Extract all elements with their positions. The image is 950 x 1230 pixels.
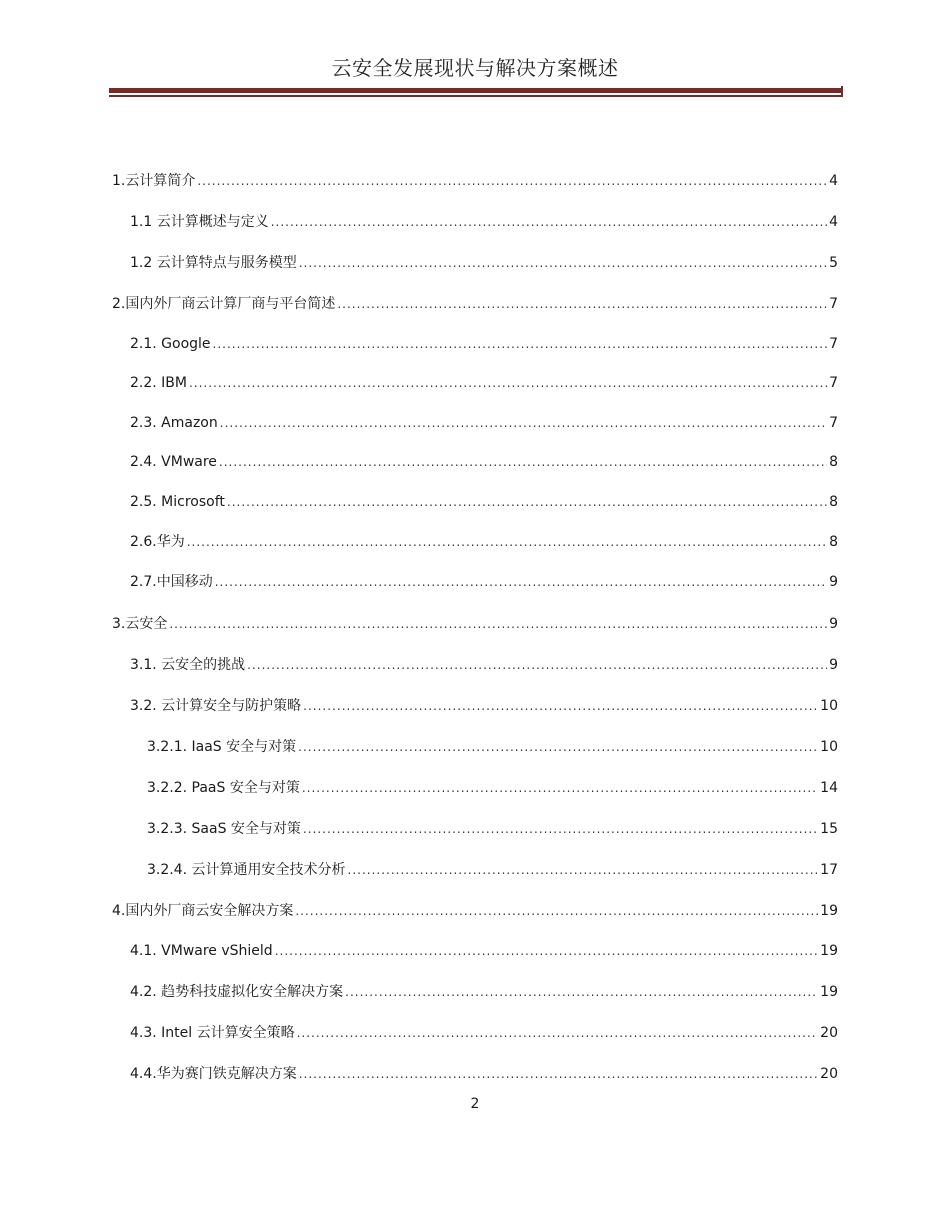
toc-dot-leader (345, 981, 818, 1003)
toc-entry-page: 8 (829, 534, 838, 550)
toc-dot-leader (302, 777, 818, 799)
toc-entry[interactable] (112, 900, 838, 922)
toc-entry[interactable] (130, 372, 838, 394)
toc-dot-leader (187, 531, 827, 553)
toc-entry-page: 8 (829, 454, 838, 470)
toc-entry-page: 10 (820, 739, 838, 755)
toc-entry-page: 7 (829, 296, 838, 312)
toc-entry-label: 4.2. 趋势科技虚拟化安全解决方案 (130, 984, 344, 1000)
toc-entry[interactable] (147, 777, 838, 799)
toc-dot-leader (337, 293, 827, 315)
toc-entry-label: 4.1. VMware vShield (130, 943, 273, 959)
toc-entry[interactable] (147, 736, 838, 758)
toc-entry-page: 4 (829, 214, 838, 230)
toc-entry[interactable] (130, 1063, 838, 1085)
toc-entry-label: 2.国内外厂商云计算厂商与平台简述 (112, 296, 336, 312)
toc-entry-label: 2.3. Amazon (130, 415, 218, 431)
toc-entry-label: 2.4. VMware (130, 454, 217, 470)
toc-dot-leader (303, 818, 818, 840)
toc-entry[interactable] (130, 1022, 838, 1044)
toc-entry-page: 7 (829, 415, 838, 431)
toc-entry-label: 3.2. 云计算安全与防护策略 (130, 698, 302, 714)
toc-entry[interactable] (130, 981, 838, 1003)
toc-entry-page: 9 (829, 574, 838, 590)
toc-entry-label: 3.2.4. 云计算通用安全技术分析 (147, 862, 346, 878)
toc-entry-page: 9 (829, 616, 838, 632)
toc-dot-leader (299, 252, 827, 274)
toc-dot-leader (219, 451, 827, 473)
toc-entry[interactable] (130, 333, 838, 355)
toc-entry-page: 19 (820, 943, 838, 959)
toc-entry[interactable] (147, 859, 838, 881)
toc-entry-label: 4.4.华为赛门铁克解决方案 (130, 1066, 297, 1082)
toc-entry-page: 8 (829, 494, 838, 510)
page-number: 2 (470, 1096, 480, 1112)
toc-dot-leader (303, 695, 818, 717)
toc-dot-leader (271, 211, 827, 233)
toc-entry-page: 5 (829, 255, 838, 271)
toc-entry[interactable] (112, 613, 838, 635)
toc-dot-leader (247, 654, 827, 676)
toc-entry-page: 7 (829, 336, 838, 352)
toc-entry-page: 14 (820, 780, 838, 796)
toc-entry-page: 9 (829, 657, 838, 673)
toc-entry[interactable] (112, 293, 838, 315)
toc-dot-leader (348, 859, 819, 881)
toc-dot-leader (169, 613, 827, 635)
header-rule-thick (109, 88, 843, 93)
toc-dot-leader (213, 333, 828, 355)
page-header-title: 云安全发展现状与解决方案概述 (331, 56, 619, 80)
toc-dot-leader (215, 571, 827, 593)
toc-dot-leader (220, 412, 827, 434)
toc-dot-leader (189, 372, 827, 394)
toc-entry-label: 2.1. Google (130, 336, 211, 352)
toc-entry[interactable] (130, 491, 838, 513)
toc-entry-label: 2.2. IBM (130, 375, 187, 391)
toc-entry[interactable] (130, 211, 838, 233)
toc-dot-leader (298, 736, 818, 758)
toc-entry-page: 19 (820, 984, 838, 1000)
toc-entry-label: 2.6.华为 (130, 534, 185, 550)
toc-entry-page: 4 (829, 173, 838, 189)
toc-entry[interactable] (130, 531, 838, 553)
toc-entry-label: 1.2 云计算特点与服务模型 (130, 255, 297, 271)
toc-entry[interactable] (130, 451, 838, 473)
toc-entry[interactable] (130, 412, 838, 434)
toc-entry-label: 3.2.2. PaaS 安全与对策 (147, 780, 300, 796)
toc-entry-label: 2.5. Microsoft (130, 494, 225, 510)
toc-entry-label: 2.7.中国移动 (130, 574, 213, 590)
toc-dot-leader (297, 1022, 819, 1044)
toc-dot-leader (299, 1063, 818, 1085)
toc-entry[interactable] (130, 695, 838, 717)
toc-dot-leader (197, 170, 827, 192)
toc-entry[interactable] (130, 252, 838, 274)
toc-dot-leader (275, 940, 818, 962)
toc-entry-label: 4.3. Intel 云计算安全策略 (130, 1025, 295, 1041)
toc-entry-label: 1.云计算简介 (112, 173, 196, 189)
toc-entry-label: 3.2.1. IaaS 安全与对策 (147, 739, 297, 755)
toc-entry-page: 17 (820, 862, 838, 878)
toc-entry[interactable] (130, 654, 838, 676)
toc-entry-page: 10 (820, 698, 838, 714)
toc-entry-page: 20 (820, 1066, 838, 1082)
toc-entry-page: 7 (829, 375, 838, 391)
toc-entry-label: 4.国内外厂商云安全解决方案 (112, 903, 294, 919)
toc-entry[interactable] (130, 940, 838, 962)
toc-entry-label: 3.2.3. SaaS 安全与对策 (147, 821, 301, 837)
toc-entry[interactable] (112, 170, 838, 192)
toc-entry-page: 20 (820, 1025, 838, 1041)
toc-entry-label: 3.云安全 (112, 616, 168, 632)
toc-entry[interactable] (130, 571, 838, 593)
header-rule-thin (109, 95, 843, 97)
toc-entry-label: 3.1. 云安全的挑战 (130, 657, 246, 673)
toc-dot-leader (295, 900, 818, 922)
toc-dot-leader (227, 491, 827, 513)
toc-entry-label: 1.1 云计算概述与定义 (130, 214, 269, 230)
header-rule-cap (841, 86, 843, 97)
toc-entry[interactable] (147, 818, 838, 840)
toc-entry-page: 19 (820, 903, 838, 919)
toc-entry-page: 15 (820, 821, 838, 837)
